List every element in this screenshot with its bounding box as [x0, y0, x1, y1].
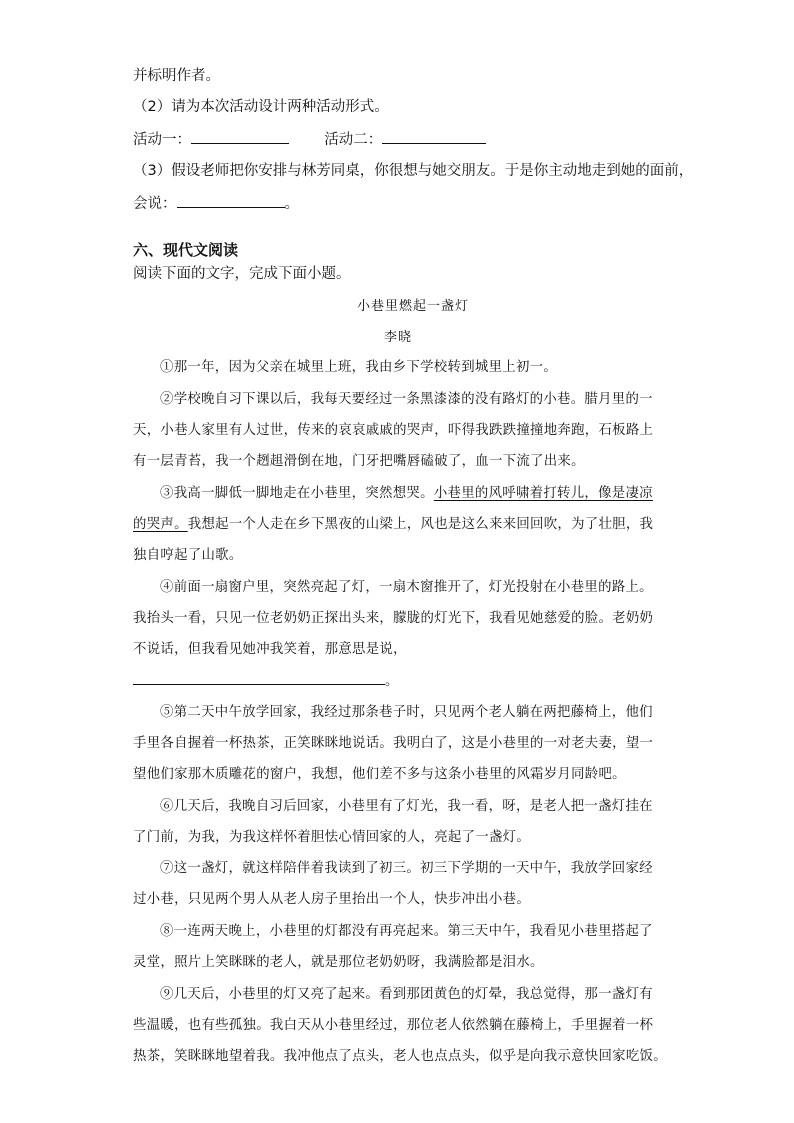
passage-title: 小巷里燃起一盏灯 — [357, 299, 470, 314]
paragraph-3-text-b: 我想起一个人走在乡下黑夜的山梁上，风也是这么来来回回吹，为了壮胆，我 — [187, 517, 654, 532]
activity-1-label: 活动一： — [133, 132, 191, 148]
paragraph-5-line-2: 手里各自握着一杯热茶，正笑眯眯地说话。我明白了，这是小巷里的一对老夫妻，望一 — [133, 736, 654, 751]
activity-2-label: 活动二： — [324, 132, 383, 148]
underlined-sentence-part-2: 的哭声。 — [133, 517, 188, 532]
paragraph-4-line-1: ④前面一扇窗户里，突然亮起了灯，一扇木窗推开了，灯光投射在小巷里的路上。 — [160, 580, 653, 595]
paragraph-9-line-3: 热茶，笑眯眯地望着我。我冲他点了点头，老人也点点头，似乎是向我示意快回家吃饭。 — [133, 1049, 667, 1064]
activity-2-blank[interactable] — [382, 129, 486, 144]
paragraph-4-line-3: 不说话，但我看见她冲我笑着，那意思是说， — [133, 642, 407, 657]
paragraph-3-line-3: 独自哼起了山歌。 — [133, 548, 243, 563]
paragraph-7-line-2: 过小巷，只见两个男人从老人房子里抬出一个人，快步冲出小巷。 — [133, 892, 531, 907]
paragraph-6-line-1: ⑥几天后，我晚自习后回家，小巷里有了灯光，我一看，呀，是老人把一盏灯挂在 — [160, 799, 653, 814]
question-continuation: 并标明作者。 — [133, 68, 220, 84]
activity-1-blank[interactable] — [191, 129, 289, 144]
paragraph-3-text-a: ③我高一脚低一脚地走在小巷里，突然想哭。 — [160, 486, 434, 501]
paragraph-5-line-1: ⑤第二天中午放学回家，我经过那条巷子时，只见两个老人躺在两把藤椅上，他们 — [160, 705, 653, 720]
paragraph-3-line-1 — [160, 484, 653, 504]
answer-label: 会说： — [133, 196, 177, 212]
passage-author: 李晓 — [384, 330, 413, 345]
question-3-line1: （3）假设老师把你安排与林芳同桌，你很想与她交朋友。于是你主动地走到她的面前， — [133, 163, 694, 179]
activity-row — [133, 129, 486, 150]
paragraph-8-line-2: 灵堂，照片上笑眯眯的老人，就是那位老奶奶呀，我满脸都是泪水。 — [133, 955, 544, 970]
section-heading: 六、现代文阅读 — [133, 241, 239, 259]
paragraph-2-line-2: 天，小巷人家里有人过世，传来的哀哀戚戚的哭声，吓得我跌跌撞撞地奔跑，石板路上 — [133, 423, 654, 438]
reading-instruction: 阅读下面的文字，完成下面小题。 — [133, 266, 351, 282]
paragraph-4-line-2: 我抬头一看，只见一位老奶奶正探出头来，朦胧的灯光下，我看见她慈爱的脸。老奶奶 — [133, 611, 654, 626]
paragraph-2-line-1: ②学校晚自习下课以后，我每天要经过一条黑漆漆的没有路灯的小巷。腊月里的一 — [160, 392, 653, 407]
paragraph-1: ①那一年，因为父亲在城里上班，我由乡下学校转到城里上初一。 — [160, 360, 558, 375]
question-2: （2）请为本次活动设计两种活动形式。 — [133, 99, 389, 115]
paragraph-9-line-1: ⑨几天后，小巷里的灯又亮了起来。看到那团黄色的灯晕，我总觉得，那一盏灯有 — [160, 987, 653, 1002]
question-3-line2 — [133, 193, 299, 214]
answer-end-mark: 。 — [284, 196, 299, 212]
paragraph-6-line-2: 了门前，为我，为我这样怀着胆怯心情回家的人，亮起了一盏灯。 — [133, 830, 531, 845]
blank-end-mark: 。 — [385, 674, 399, 689]
fill-in-blank-line[interactable] — [133, 684, 385, 685]
paragraph-5-line-3: 望他们家那木质雕花的窗户，我想，他们差不多与这条小巷里的风霜岁月同龄吧。 — [133, 767, 626, 782]
paragraph-7-line-1: ⑦这一盏灯，就这样陪伴着我读到了初三。初三下学期的一天中午，我放学回家经 — [160, 861, 653, 876]
paragraph-8-line-1: ⑧一连两天晚上，小巷里的灯都没有再亮起来。第三天中午，我看见小巷里搭起了 — [160, 924, 653, 939]
paragraph-2-line-3: 有一层青苔，我一个趔趄滑倒在地，门牙把嘴唇磕破了，血一下流了出来。 — [133, 454, 585, 469]
paragraph-9-line-2: 些温暖，也有些孤独。我白天从小巷里经过，那位老人依然躺在藤椅上，手里握着一杯 — [133, 1018, 654, 1033]
answer-blank[interactable] — [177, 193, 285, 208]
paragraph-3-line-2 — [133, 515, 653, 535]
underlined-sentence-part-1: 小巷里的风呼啸着打转儿，像是凄凉 — [433, 486, 653, 501]
